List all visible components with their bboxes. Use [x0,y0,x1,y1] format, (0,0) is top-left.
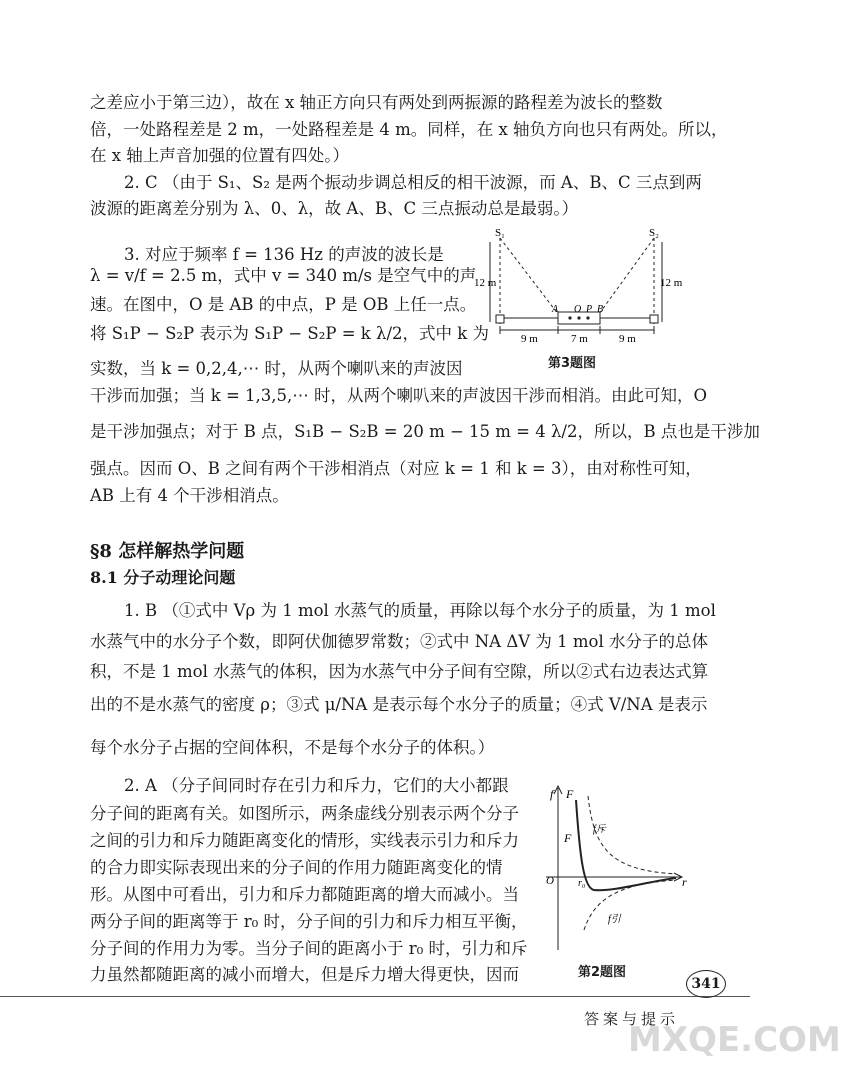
p3-line-2: λ = v/f = 2.5 m，式中 v = 340 m/s 是空气中的声 [90,266,477,285]
figure-3-diagram [474,226,684,345]
height-left-label: 12 m [474,277,497,289]
page-number: 341 [686,970,726,998]
section-heading: §8 怎样解热学问题 [90,541,245,562]
p5-line-2: 分子间的距离有关。如图所示，两条虚线分别表示两个分子 [90,804,519,823]
p4-line-4: 出的不是水蒸气的密度 ρ；③式 μ/NA 是表示每个水分子的质量；④式 V/NA 是表示 [90,695,708,714]
point-p-label: P [586,304,593,315]
p5-line-7: 分子间的作用力为零。当分子间的距离小于 r₀ 时，引力和斥 [90,939,528,958]
p5-line-4: 的合力即实际表现出来的分子间的作用力随距离变化的情 [90,858,503,877]
p4-line-1: 1. B （①式中 Vρ 为 1 mol 水蒸气的质量，再除以每个水分子的质量，为 1 mol [124,601,716,620]
figure-2-caption: 第2题图 [578,965,627,980]
p5-line-5: 形。从图中可看出，引力和斥力都随距离的增大而减小。当 [90,885,519,904]
p5-line-8: 力虽然都随距离的减小而增大，但是斥力增大得更快，因而 [90,965,519,984]
dist-1-label: 9 m [521,333,538,345]
repulsive-force-label: f斥 [593,824,606,835]
s2-label: S₂ [649,227,659,239]
p3-line-1: 3. 对应于频率 f = 136 Hz 的声波的波长是 [124,245,444,264]
figure-2-force-graph [536,780,696,956]
p3-line-7: 是干涉加强点；对于 B 点，S₁B − S₂B = 20 m − 15 m = 4 λ/2，所以，B 点也是干涉加 [90,422,760,441]
net-force-label: F [564,831,572,845]
p5-line-1: 2. A （分子间同时存在引力和斥力，它们的大小都跟 [124,776,509,795]
s1-label: S₁ [495,227,505,239]
p4-line-5: 每个水分子占据的空间体积，不是每个水分子的体积。） [90,738,495,757]
p3-line-6: 干涉而加强；当 k = 1,3,5,⋯ 时，从两个喇叭来的声波因干涉而相消。由此可知，O [90,386,708,405]
p2-line-1: 2. C （由于 S₁、S₂ 是两个振动步调总相反的相干波源，而 A、B、C 三点到两 [124,173,702,192]
axis-f-label: f [550,787,554,801]
attractive-force-label: f引 [608,914,621,925]
dist-2-label: 7 m [571,333,588,345]
origin-label: O [546,875,554,887]
p1-line-1: 之差应小于第三边），故在 x 轴正方向只有两处到两振源的路程差为波长的整数 [90,93,663,112]
subsection-heading: 8.1 分子动理论问题 [90,568,236,587]
p4-line-3: 积，不是 1 mol 水蒸气的体积，因为水蒸气中分子间有空隙，所以②式右边表达式算 [90,662,709,681]
p3-line-3: 速。在图中，O 是 AB 的中点，P 是 OB 上任一点。 [90,295,477,314]
point-o-label: O [574,304,582,315]
height-right-label: 12 m [660,277,683,289]
p3-line-5: 实数，当 k = 0,2,4,⋯ 时，从两个喇叭来的声波因 [90,359,463,378]
p4-line-2: 水蒸气中的水分子个数，即阿伏伽德罗常数；②式中 NA ΔV 为 1 mol 水分子的总体 [90,632,709,651]
point-b-label: B [597,304,604,315]
axis-r-label: r [682,875,687,889]
p5-line-6: 两分子间的距离等于 r₀ 时，分子间的引力和斥力相互平衡， [90,912,528,931]
p2-line-2: 波源的距离差分别为 λ、0、λ，故 A、B、C 三点振动总是最弱。） [90,199,579,218]
p5-line-3: 之间的引力和斥力随距离变化的情形，实线表示引力和斥力 [90,831,519,850]
watermark: MXQE.COM [628,1020,841,1060]
p3-line-9: AB 上有 4 个干涉相消点。 [90,486,289,505]
point-a-label: A [552,304,559,315]
figure-3-caption: 第3题图 [548,356,597,371]
r0-label: r₀ [578,878,586,889]
footer-rule [0,996,750,997]
p1-line-2: 倍，一处路程差是 2 m，一处路程差是 4 m。同样，在 x 轴负方向也只有两处。所以， [90,120,728,139]
footer-label: 答案与提示 [584,1010,680,1028]
dist-3-label: 9 m [619,333,636,345]
p3-line-4: 将 S₁P − S₂P 表示为 S₁P − S₂P = k λ/2，式中 k 为 [90,324,490,343]
axis-F-label: F [566,787,574,801]
p1-line-3: 在 x 轴上声音加强的位置有四处。） [90,146,350,165]
p3-line-8: 强点。因而 O、B 之间有两个干涉相消点（对应 k = 1 和 k = 3），由对称性可知， [90,459,702,478]
